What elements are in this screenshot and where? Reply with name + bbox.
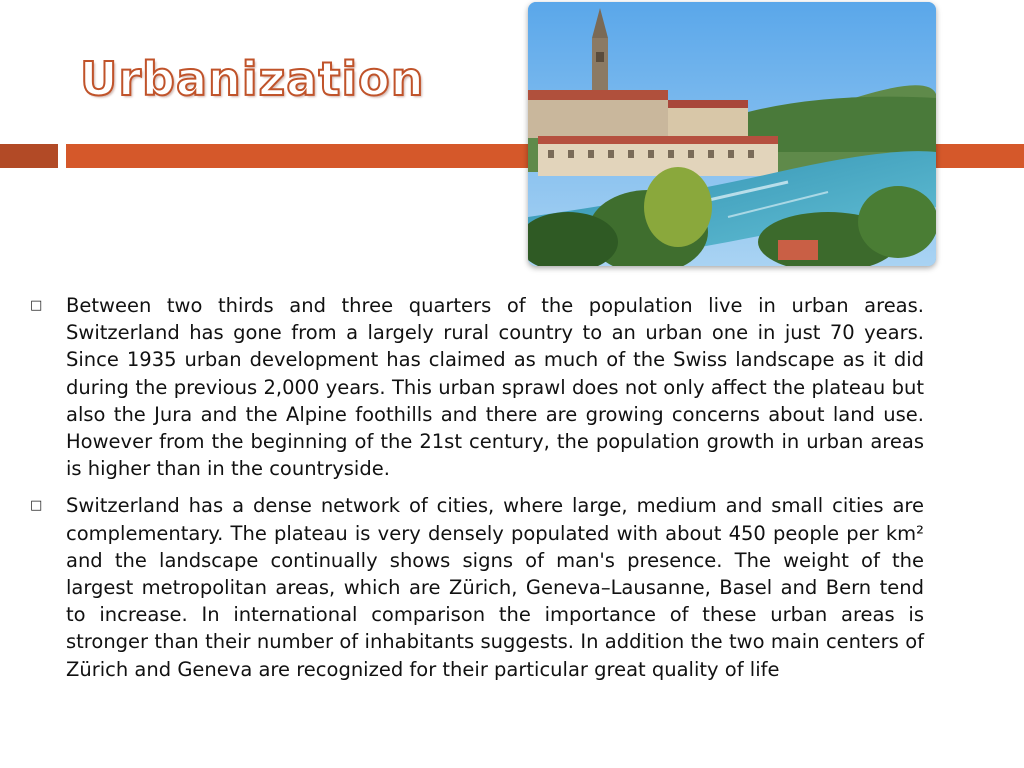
bullet-text: Between two thirds and three quarters of the population live in urban areas. Switzerland has gone from a largely rural country to an urban one in just 70 years. Since 1935 urban development has claimed as much of the Swiss landscape as it did during the previous 2,000 years. This urban sprawl does not only affect the plateau but also the Jura and the Alpine foothills and there are growing concerns about land use. However from the beginning of the 21st century, the population growth in urban areas is higher than in the countryside. — [66, 294, 924, 481]
list-item — [30, 492, 924, 682]
bullet-text: Switzerland has a dense network of cities, where large, medium and small cities are complementary. The plateau is very densely populated with about 450 people per km² and the landscape continually shows signs of man's presence. The weight of the largest metropolitan areas, which are Zürich, Geneva–Lausanne, Basel and Bern tend to increase. In international comparison the importance of these urban areas is stronger than their number of inhabitants suggests. In addition the two main centers of Zürich and Geneva are recognized for their particular great quality of life — [66, 494, 924, 681]
list-item — [30, 292, 924, 482]
slide-title: Urbanization — [80, 52, 425, 106]
slide-body — [30, 292, 924, 693]
bullet-square-icon: □ — [30, 298, 43, 313]
bullet-square-icon: □ — [30, 498, 43, 514]
accent-bar-left — [0, 144, 58, 168]
bern-city-river-photo — [528, 2, 936, 266]
